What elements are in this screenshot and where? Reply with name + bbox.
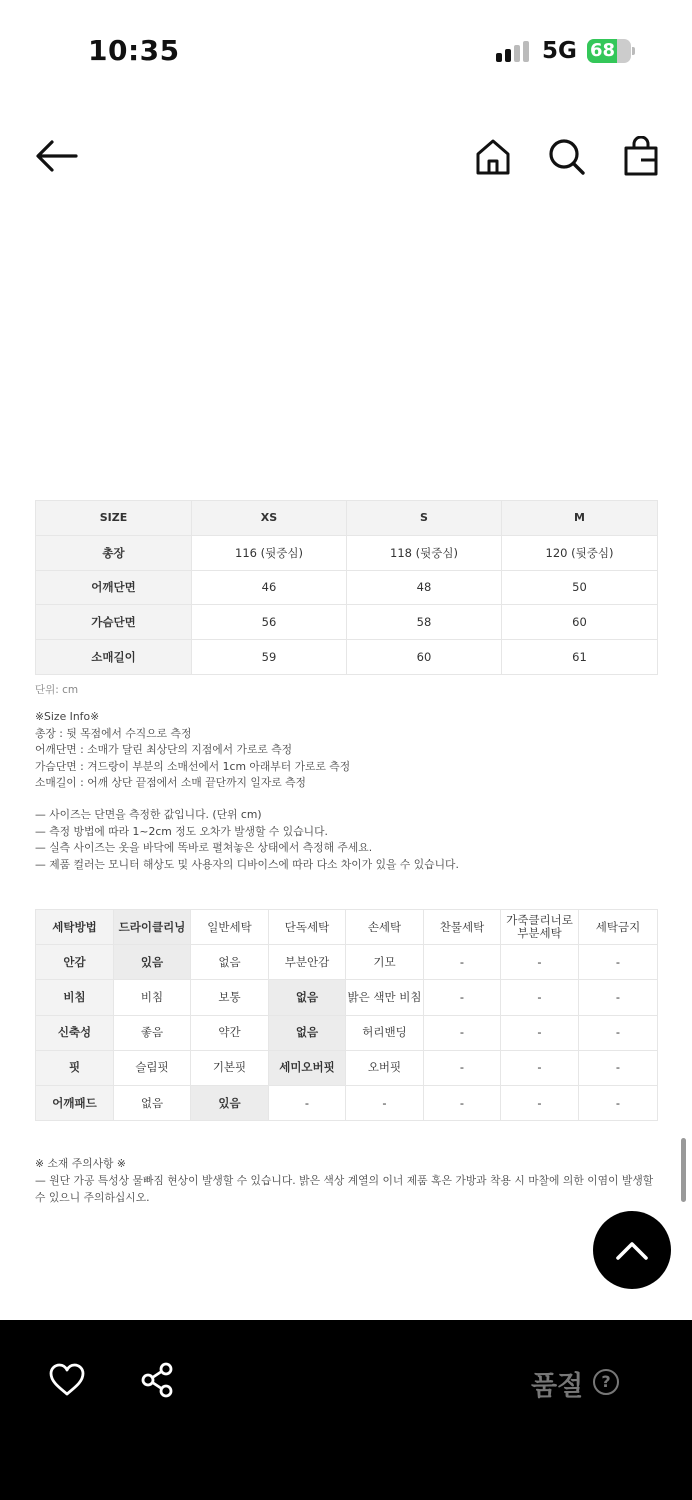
wash-header-cell: 가죽클리너로 부분세탁	[501, 910, 579, 945]
share-button[interactable]	[139, 1361, 177, 1399]
measure-notes	[35, 807, 660, 873]
battery-level: 68	[590, 40, 616, 61]
table-cell: 58	[347, 605, 502, 640]
table-cell: -	[501, 1085, 579, 1120]
table-cell: -	[501, 945, 579, 980]
table-cell: 밝은 색만 비침	[346, 980, 424, 1015]
size-header-cell: M	[502, 501, 658, 536]
table-row	[36, 1085, 658, 1120]
network-label: 5G	[542, 38, 577, 64]
table-cell: 116 (뒷중심)	[192, 535, 347, 570]
table-cell: -	[424, 1050, 501, 1085]
table-cell: 있음	[114, 945, 191, 980]
wash-header-cell: 일반세탁	[191, 910, 269, 945]
table-cell: 있음	[191, 1085, 269, 1120]
table-cell: -	[424, 945, 501, 980]
table-cell: 기모	[346, 945, 424, 980]
table-cell: 59	[192, 640, 347, 675]
table-cell: 120 (뒷중심)	[502, 535, 658, 570]
wishlist-button[interactable]	[48, 1362, 86, 1398]
table-row	[36, 945, 658, 980]
table-row	[36, 535, 658, 570]
size-table-header	[36, 501, 658, 536]
care-title: ※ 소재 주의사항 ※	[35, 1157, 126, 1170]
table-row	[36, 1050, 658, 1085]
table-cell: 약간	[191, 1015, 269, 1050]
scrollbar[interactable]	[681, 1138, 686, 1202]
table-cell: -	[501, 1050, 579, 1085]
back-arrow-icon	[34, 138, 78, 174]
table-cell: 118 (뒷중심)	[347, 535, 502, 570]
table-cell: 기본핏	[191, 1050, 269, 1085]
table-cell: 60	[502, 605, 658, 640]
cart-button[interactable]	[622, 136, 660, 178]
home-icon	[474, 137, 512, 177]
wash-table	[35, 909, 658, 1121]
table-cell: 비침	[114, 980, 191, 1015]
note-line: 소매길이 : 어깨 상단 끝점에서 소매 끝단까지 일자로 측정	[35, 776, 306, 790]
wash-header-cell: 단독세탁	[269, 910, 346, 945]
row-label: 비침	[36, 980, 114, 1015]
size-header-cell: XS	[192, 501, 347, 536]
table-cell: 보통	[191, 980, 269, 1015]
table-cell: -	[269, 1085, 346, 1120]
table-cell: -	[579, 945, 658, 980]
table-cell: 60	[347, 640, 502, 675]
table-row	[36, 980, 658, 1015]
bottom-bar	[0, 1320, 692, 1500]
battery-tip	[632, 47, 635, 55]
row-label: 가슴단면	[36, 605, 192, 640]
table-cell: -	[579, 1085, 658, 1120]
table-cell: 50	[502, 570, 658, 605]
table-cell: -	[424, 1085, 501, 1120]
chevron-up-icon	[615, 1239, 649, 1261]
row-label: 소매길이	[36, 640, 192, 675]
note-line: 어깨단면 : 소매가 달린 최상단의 지점에서 가로로 측정	[35, 743, 293, 757]
table-cell: -	[346, 1085, 424, 1120]
note-line: — 사이즈는 단면을 측정한 값입니다. (단위 cm)	[35, 808, 262, 821]
wash-table-header	[36, 910, 658, 945]
wash-header-cell: 찬물세탁	[424, 910, 501, 945]
note-line: 총장 : 뒷 목점에서 수직으로 측정	[35, 726, 192, 740]
table-cell: 오버핏	[346, 1050, 424, 1085]
table-cell: 46	[192, 570, 347, 605]
care-notes	[35, 1155, 657, 1206]
table-cell: -	[424, 1015, 501, 1050]
signal-icon	[496, 40, 532, 62]
table-row	[36, 605, 658, 640]
table-cell: 슬림핏	[114, 1050, 191, 1085]
soldout-label: 품절	[531, 1371, 584, 1402]
table-cell: -	[501, 1015, 579, 1050]
scroll-to-top-button[interactable]	[593, 1211, 671, 1289]
table-cell: 48	[347, 570, 502, 605]
table-cell: 61	[502, 640, 658, 675]
row-label: 안감	[36, 945, 114, 980]
unit-label: 단위: cm	[35, 684, 79, 696]
note-line: — 제품 컬러는 모니터 해상도 및 사용자의 디바이스에 따라 다소 차이가 있을 수 있습니다.	[35, 857, 459, 871]
wash-header-cell: 손세탁	[346, 910, 424, 945]
size-header-cell: SIZE	[36, 501, 192, 536]
back-button[interactable]	[34, 138, 78, 174]
row-label: 어깨패드	[36, 1085, 114, 1120]
wash-header-cell: 세탁방법	[36, 910, 114, 945]
heart-icon	[48, 1362, 86, 1398]
size-header-cell: S	[347, 501, 502, 536]
table-cell: -	[579, 1015, 658, 1050]
row-label: 총장	[36, 535, 192, 570]
shopping-bag-icon	[622, 136, 660, 178]
table-cell: 부분안감	[269, 945, 346, 980]
note-line: — 실측 사이즈는 옷을 바닥에 똑바로 펼쳐놓은 상태에서 측정해 주세요.	[35, 841, 373, 855]
note-line: 가슴단면 : 겨드랑이 부분의 소매선에서 1cm 아래부터 가로로 측정	[35, 759, 351, 773]
share-icon	[139, 1361, 177, 1399]
row-label: 신축성	[36, 1015, 114, 1050]
size-info-notes	[35, 709, 660, 792]
row-label: 핏	[36, 1050, 114, 1085]
search-icon	[547, 137, 587, 177]
care-text: — 원단 가공 특성상 물빠짐 현상이 발생할 수 있습니다. 밝은 색상 계열의 이너 제품 혹은 가방과 착용 시 마찰에 의한 이염이 발생할 수 있으니 주의하십시오.	[35, 1174, 654, 1204]
table-cell: 없음	[191, 945, 269, 980]
table-row	[36, 640, 658, 675]
row-label: 어깨단면	[36, 570, 192, 605]
table-cell: 없음	[269, 980, 346, 1015]
help-icon[interactable]: ?	[593, 1369, 619, 1395]
status-time: 10:35	[88, 34, 180, 67]
home-button[interactable]	[474, 137, 512, 177]
table-cell: 좋음	[114, 1015, 191, 1050]
battery-icon	[587, 39, 631, 63]
table-cell: -	[579, 980, 658, 1015]
table-cell: -	[579, 1050, 658, 1085]
table-cell: -	[501, 980, 579, 1015]
table-row	[36, 1015, 658, 1050]
search-button[interactable]	[547, 137, 587, 177]
table-cell: 없음	[269, 1015, 346, 1050]
wash-header-cell: 드라이클리닝	[114, 910, 191, 945]
table-cell: 56	[192, 605, 347, 640]
size-table	[35, 500, 658, 675]
note-line: ※Size Info※	[35, 710, 100, 723]
table-cell: -	[424, 980, 501, 1015]
wash-header-cell: 세탁금지	[579, 910, 658, 945]
table-row	[36, 570, 658, 605]
table-cell: 허리밴딩	[346, 1015, 424, 1050]
table-cell: 없음	[114, 1085, 191, 1120]
note-line: — 측정 방법에 따라 1~2cm 정도 오차가 발생할 수 있습니다.	[35, 824, 328, 838]
table-cell: 세미오버핏	[269, 1050, 346, 1085]
